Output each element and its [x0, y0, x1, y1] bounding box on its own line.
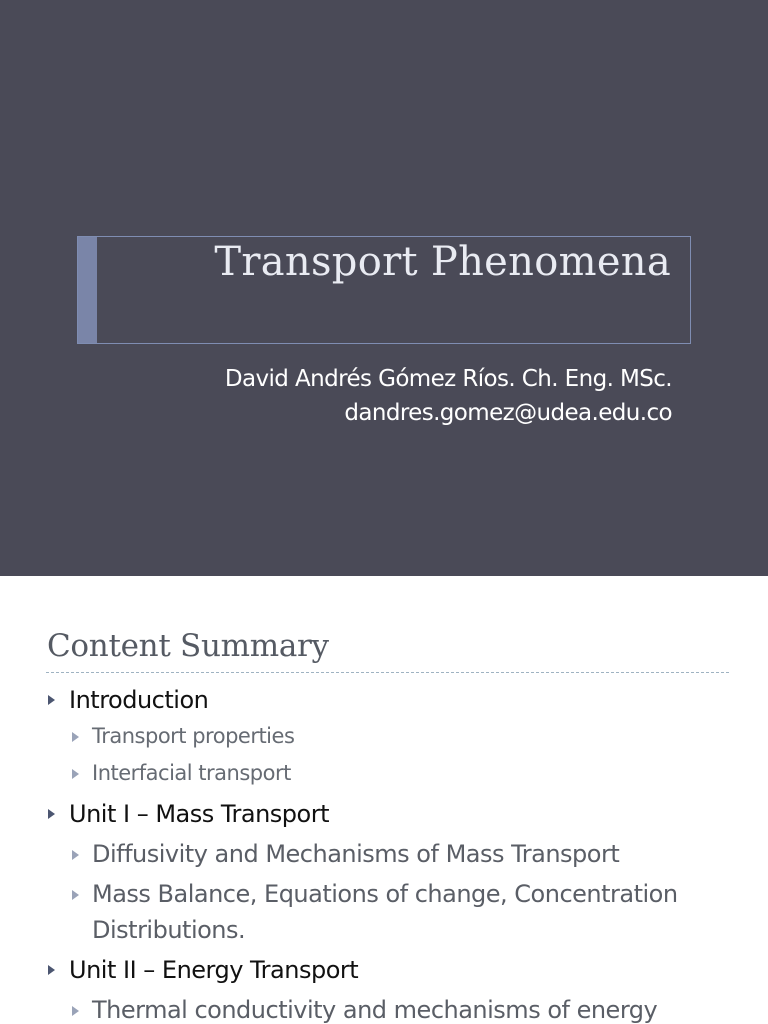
outline-item-unit-ii [0, 952, 768, 988]
outline-subitem [0, 755, 768, 792]
outline-subitem-label: Transport properties [92, 724, 295, 748]
outline-subitem-label: Thermal conductivity and mechanisms of energy [92, 996, 658, 1024]
content-outline [0, 682, 768, 1024]
content-summary-slide [0, 576, 768, 1024]
outline-item-introduction [0, 682, 768, 718]
author-block [225, 362, 672, 430]
outline-subitem-label: Diffusivity and Mechanisms of Mass Transport [92, 840, 620, 868]
triangle-right-icon [48, 965, 55, 975]
outline-subitem [0, 836, 768, 872]
triangle-right-icon [72, 732, 79, 742]
outline-subitem [0, 992, 768, 1024]
outline-subitem-label: Interfacial transport [92, 761, 291, 785]
triangle-right-icon [48, 809, 55, 819]
title-box [77, 236, 691, 344]
outline-subitem-label: Mass Balance, Equations of change, Concentration Distributions. [92, 880, 678, 944]
triangle-right-icon [72, 890, 79, 900]
outline-subitem [0, 718, 768, 755]
outline-subitem [0, 876, 768, 948]
heading-divider [46, 672, 729, 673]
presentation-title: Transport Phenomena [214, 239, 671, 285]
triangle-right-icon [72, 1006, 79, 1016]
outline-item-unit-i [0, 796, 768, 832]
outline-item-label: Unit II – Energy Transport [69, 956, 359, 984]
slide-heading: Content Summary [47, 628, 329, 664]
outline-item-label: Unit I – Mass Transport [69, 800, 329, 828]
outline-item-label: Introduction [69, 686, 209, 714]
triangle-right-icon [72, 769, 79, 779]
author-email: dandres.gomez@udea.edu.co [344, 400, 672, 426]
author-name: David Andrés Gómez Ríos. Ch. Eng. MSc. [224, 366, 672, 392]
triangle-right-icon [48, 695, 55, 705]
triangle-right-icon [72, 850, 79, 860]
title-accent-bar [78, 237, 97, 343]
